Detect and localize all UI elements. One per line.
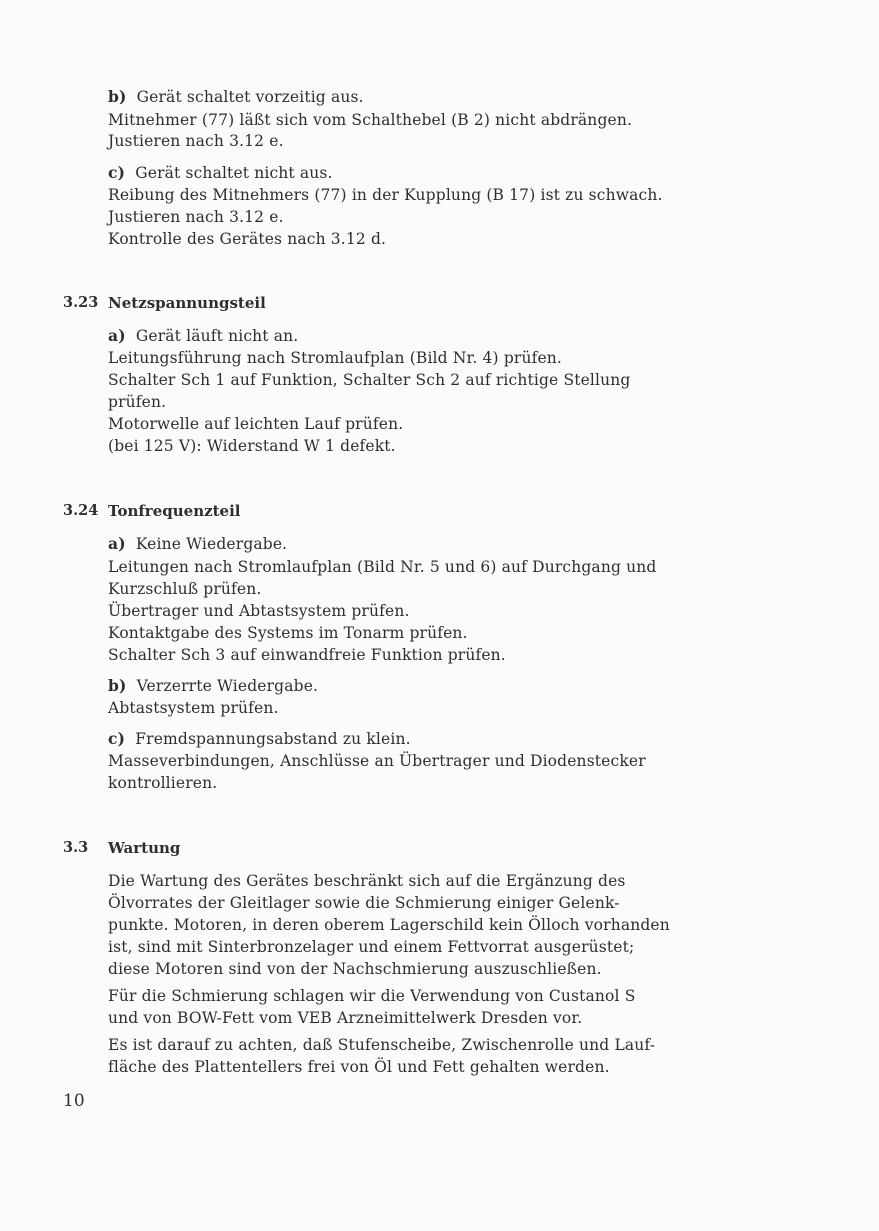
section-number: 3.3 — [63, 839, 89, 856]
item-heading-text: Fremdspannungsabstand zu klein. — [135, 730, 411, 748]
text-line: Justieren nach 3.12 e. — [108, 132, 284, 150]
item-heading-text: Verzerrte Wiedergabe. — [136, 677, 319, 695]
item-heading-text: Gerät schaltet nicht aus. — [135, 164, 333, 182]
item-b-heading — [108, 675, 318, 697]
item-label: b) — [108, 87, 127, 106]
text-line: Leitungsführung nach Stromlaufplan (Bild Nr. 4) prüfen. — [108, 349, 563, 367]
text-line: und von BOW-Fett vom VEB Arzneimittelwerk Dresden vor. — [108, 1009, 583, 1027]
text-line: Die Wartung des Gerätes beschränkt sich auf die Ergänzung des — [108, 872, 626, 890]
text-line: Es ist darauf zu achten, daß Stufenscheibe, Zwischenrolle und Lauf- — [108, 1036, 656, 1054]
item-heading-text: Gerät schaltet vorzeitig aus. — [136, 88, 364, 106]
text-line: Schalter Sch 3 auf einwandfreie Funktion prüfen. — [108, 646, 506, 664]
page-number: 10 — [63, 1091, 85, 1111]
text-line: Ölvorrates der Gleitlager sowie die Schmierung einiger Gelenk- — [108, 894, 620, 912]
text-line: prüfen. — [108, 393, 167, 411]
item-label: a) — [108, 534, 126, 553]
text-line: (bei 125 V): Widerstand W 1 defekt. — [108, 437, 396, 455]
item-label: a) — [108, 326, 126, 345]
item-a-heading — [108, 325, 298, 347]
text-line: Leitungen nach Stromlaufplan (Bild Nr. 5 und 6) auf Durchgang und — [108, 558, 657, 576]
text-line: Abtastsystem prüfen. — [108, 699, 279, 717]
section-title: Wartung — [108, 839, 181, 857]
text-line: Kontrolle des Gerätes nach 3.12 d. — [108, 230, 387, 248]
section-number: 3.24 — [63, 502, 99, 519]
text-line: Kontaktgabe des Systems im Tonarm prüfen. — [108, 624, 468, 642]
item-a-heading — [108, 533, 287, 555]
section-title: Netzspannungsteil — [108, 294, 266, 312]
text-line: diese Motoren sind von der Nachschmierung auszuschließen. — [108, 960, 602, 978]
text-line: ist, sind mit Sinterbronzelager und einem Fettvorrat ausgerüstet; — [108, 938, 635, 956]
section-title: Tonfrequenzteil — [108, 502, 241, 520]
item-label: b) — [108, 676, 127, 695]
text-line: Kurzschluß prüfen. — [108, 580, 262, 598]
section-number: 3.23 — [63, 294, 99, 311]
text-line: punkte. Motoren, in deren oberem Lagerschild kein Ölloch vorhanden — [108, 916, 670, 934]
item-c-heading — [108, 728, 411, 750]
item-heading-text: Gerät läuft nicht an. — [135, 327, 299, 345]
text-line: Für die Schmierung schlagen wir die Verwendung von Custanol S — [108, 987, 636, 1005]
text-line: Übertrager und Abtastsystem prüfen. — [108, 602, 410, 620]
text-line: Schalter Sch 1 auf Funktion, Schalter Sch 2 auf richtige Stellung — [108, 371, 631, 389]
text-line: fläche des Plattentellers frei von Öl und Fett gehalten werden. — [108, 1058, 610, 1076]
text-line: kontrollieren. — [108, 774, 218, 792]
text-line: Justieren nach 3.12 e. — [108, 208, 284, 226]
text-line: Mitnehmer (77) läßt sich vom Schalthebel (B 2) nicht abdrängen. — [108, 111, 633, 129]
text-line: Motorwelle auf leichten Lauf prüfen. — [108, 415, 404, 433]
item-b-heading — [108, 86, 364, 108]
item-c-heading — [108, 162, 333, 184]
item-label: c) — [108, 729, 126, 748]
item-heading-text: Keine Wiedergabe. — [135, 535, 288, 553]
text-line: Masseverbindungen, Anschlüsse an Übertrager und Diodenstecker — [108, 752, 646, 770]
item-label: c) — [108, 163, 126, 182]
text-line: Reibung des Mitnehmers (77) in der Kupplung (B 17) ist zu schwach. — [108, 186, 663, 204]
